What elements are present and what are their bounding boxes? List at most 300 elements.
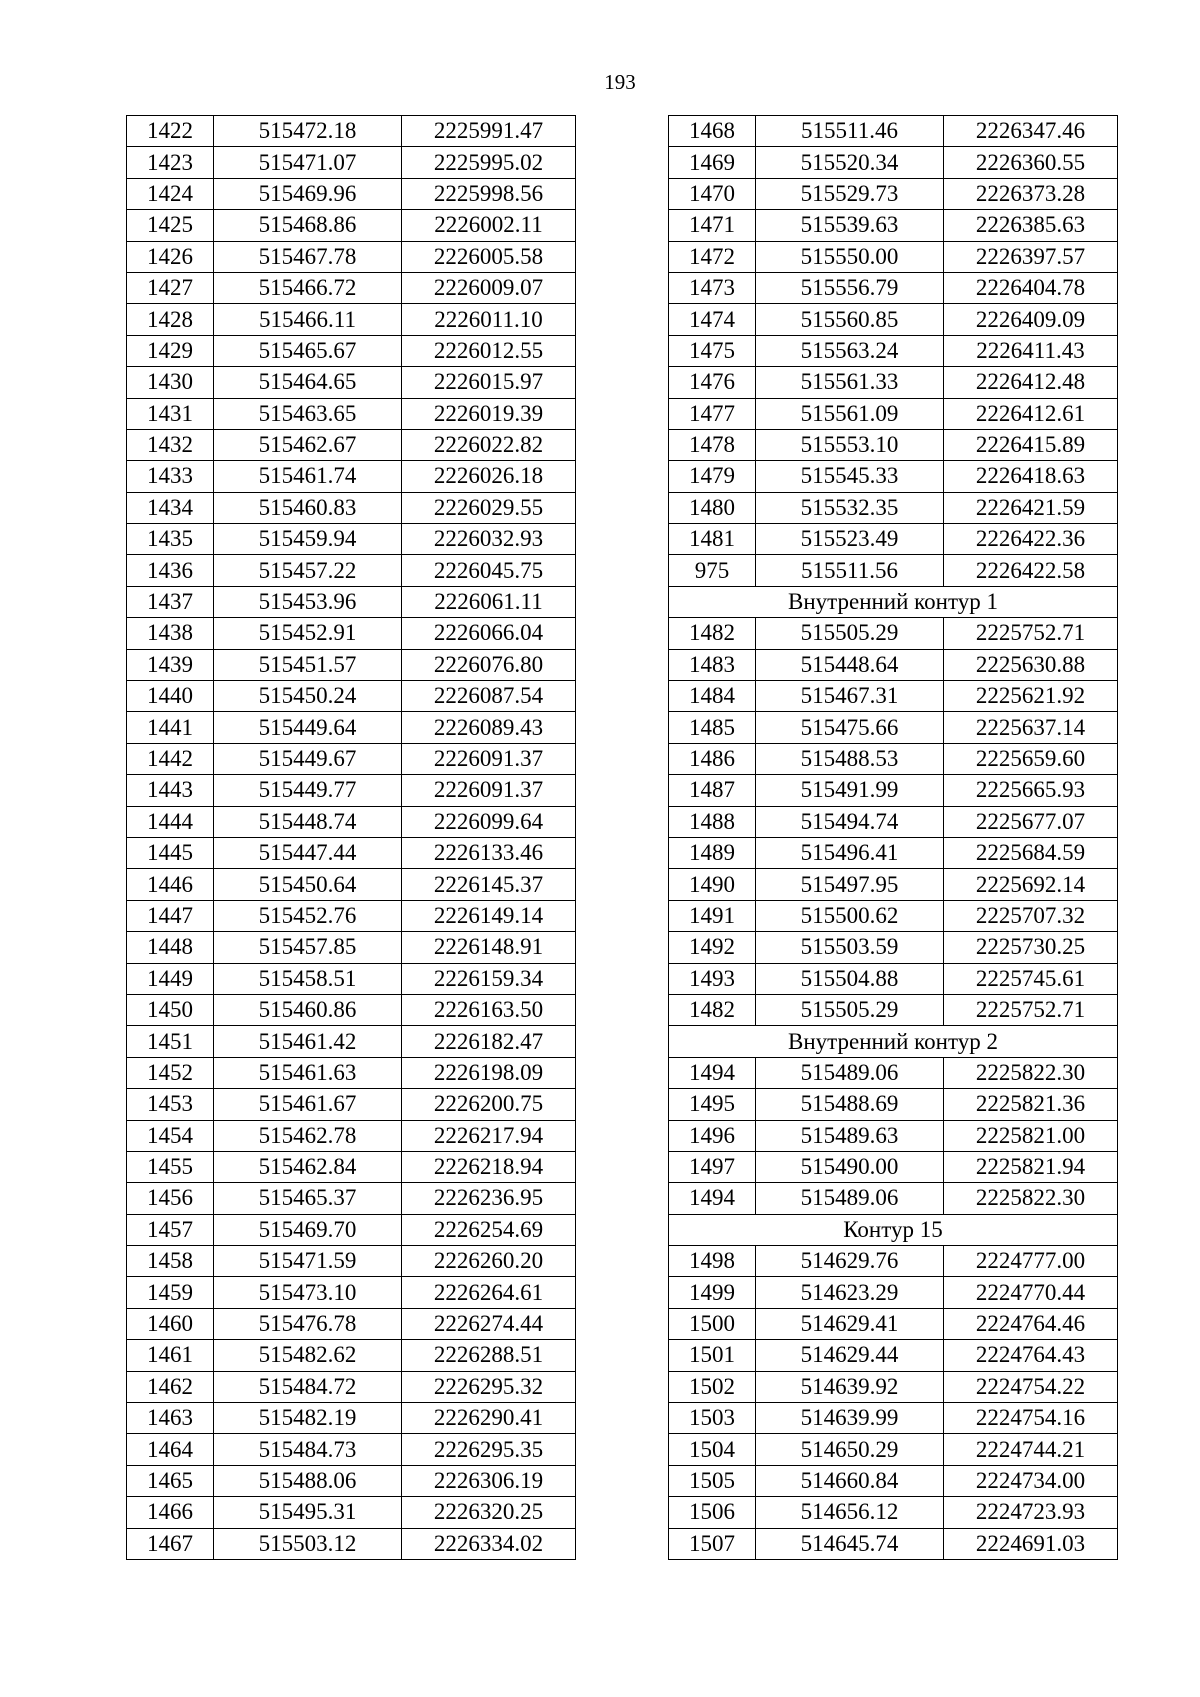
point-number-cell: 1447 <box>127 900 214 931</box>
x-coordinate-cell: 515449.77 <box>214 775 402 806</box>
y-coordinate-cell: 2226334.02 <box>402 1528 576 1559</box>
x-coordinate-cell: 515491.99 <box>756 775 944 806</box>
y-coordinate-cell: 2226418.63 <box>944 461 1118 492</box>
table-row <box>127 1026 576 1057</box>
point-number-cell: 1476 <box>669 367 756 398</box>
point-number-cell: 1486 <box>669 743 756 774</box>
y-coordinate-cell: 2225745.61 <box>944 963 1118 994</box>
y-coordinate-cell: 2225707.32 <box>944 900 1118 931</box>
x-coordinate-cell: 514639.92 <box>756 1371 944 1402</box>
x-coordinate-cell: 515447.44 <box>214 837 402 868</box>
x-coordinate-cell: 515462.78 <box>214 1120 402 1151</box>
table-row <box>127 618 576 649</box>
x-coordinate-cell: 515452.76 <box>214 900 402 931</box>
table-row <box>127 367 576 398</box>
table-row <box>127 555 576 586</box>
point-number-cell: 1492 <box>669 932 756 963</box>
y-coordinate-cell: 2225998.56 <box>402 178 576 209</box>
x-coordinate-cell: 515482.19 <box>214 1403 402 1434</box>
y-coordinate-cell: 2226066.04 <box>402 618 576 649</box>
x-coordinate-cell: 515457.22 <box>214 555 402 586</box>
table-row <box>669 932 1118 963</box>
y-coordinate-cell: 2226373.28 <box>944 178 1118 209</box>
point-number-cell: 1506 <box>669 1497 756 1528</box>
y-coordinate-cell: 2226159.34 <box>402 963 576 994</box>
table-row <box>669 367 1118 398</box>
y-coordinate-cell: 2226076.80 <box>402 649 576 680</box>
point-number-cell: 1449 <box>127 963 214 994</box>
y-coordinate-cell: 2224734.00 <box>944 1465 1118 1496</box>
y-coordinate-cell: 2226217.94 <box>402 1120 576 1151</box>
point-number-cell: 1456 <box>127 1183 214 1214</box>
y-coordinate-cell: 2226089.43 <box>402 712 576 743</box>
y-coordinate-cell: 2226061.11 <box>402 586 576 617</box>
point-number-cell: 1434 <box>127 492 214 523</box>
point-number-cell: 1459 <box>127 1277 214 1308</box>
x-coordinate-cell: 515471.07 <box>214 147 402 178</box>
point-number-cell: 1494 <box>669 1057 756 1088</box>
y-coordinate-cell: 2226045.75 <box>402 555 576 586</box>
table-row <box>669 1403 1118 1434</box>
point-number-cell: 1445 <box>127 837 214 868</box>
y-coordinate-cell: 2225752.71 <box>944 618 1118 649</box>
point-number-cell: 1493 <box>669 963 756 994</box>
x-coordinate-cell: 514639.99 <box>756 1403 944 1434</box>
table-row <box>127 429 576 460</box>
point-number-cell: 1430 <box>127 367 214 398</box>
point-number-cell: 1426 <box>127 241 214 272</box>
table-row <box>669 618 1118 649</box>
point-number-cell: 1431 <box>127 398 214 429</box>
table-row <box>669 1371 1118 1402</box>
point-number-cell: 1424 <box>127 178 214 209</box>
table-row <box>669 994 1118 1025</box>
table-row <box>127 1528 576 1559</box>
point-number-cell: 1427 <box>127 272 214 303</box>
x-coordinate-cell: 514623.29 <box>756 1277 944 1308</box>
y-coordinate-cell: 2226236.95 <box>402 1183 576 1214</box>
point-number-cell: 1448 <box>127 932 214 963</box>
table-row <box>669 1277 1118 1308</box>
point-number-cell: 1487 <box>669 775 756 806</box>
y-coordinate-cell: 2225637.14 <box>944 712 1118 743</box>
y-coordinate-cell: 2225677.07 <box>944 806 1118 837</box>
x-coordinate-cell: 515461.63 <box>214 1057 402 1088</box>
table-row <box>669 304 1118 335</box>
point-number-cell: 1489 <box>669 837 756 868</box>
x-coordinate-cell: 515459.94 <box>214 524 402 555</box>
x-coordinate-cell: 515469.70 <box>214 1214 402 1245</box>
x-coordinate-cell: 515482.62 <box>214 1340 402 1371</box>
x-coordinate-cell: 515560.85 <box>756 304 944 335</box>
point-number-cell: 1504 <box>669 1434 756 1465</box>
y-coordinate-cell: 2226412.48 <box>944 367 1118 398</box>
x-coordinate-cell: 515463.65 <box>214 398 402 429</box>
table-row <box>669 272 1118 303</box>
point-number-cell: 1461 <box>127 1340 214 1371</box>
y-coordinate-cell: 2225821.94 <box>944 1151 1118 1182</box>
y-coordinate-cell: 2226087.54 <box>402 681 576 712</box>
x-coordinate-cell: 515451.57 <box>214 649 402 680</box>
table-row <box>127 932 576 963</box>
page-number: 193 <box>604 70 636 94</box>
y-coordinate-cell: 2226002.11 <box>402 210 576 241</box>
point-number-cell: 1428 <box>127 304 214 335</box>
table-row <box>669 1183 1118 1214</box>
table-row <box>669 1434 1118 1465</box>
table-row <box>669 712 1118 743</box>
table-row <box>669 241 1118 272</box>
table-row <box>127 1434 576 1465</box>
y-coordinate-cell: 2226012.55 <box>402 335 576 366</box>
y-coordinate-cell: 2226009.07 <box>402 272 576 303</box>
x-coordinate-cell: 515489.06 <box>756 1183 944 1214</box>
y-coordinate-cell: 2226290.41 <box>402 1403 576 1434</box>
table-row <box>127 1057 576 1088</box>
y-coordinate-cell: 2225821.00 <box>944 1120 1118 1151</box>
y-coordinate-cell: 2226200.75 <box>402 1089 576 1120</box>
point-number-cell: 1454 <box>127 1120 214 1151</box>
contour-header-cell: Внутренний контур 1 <box>669 586 1118 617</box>
y-coordinate-cell: 2226022.82 <box>402 429 576 460</box>
x-coordinate-cell: 515465.67 <box>214 335 402 366</box>
y-coordinate-cell: 2225822.30 <box>944 1183 1118 1214</box>
table-row <box>127 335 576 366</box>
point-number-cell: 1425 <box>127 210 214 241</box>
table-row <box>127 1403 576 1434</box>
y-coordinate-cell: 2226091.37 <box>402 743 576 774</box>
table-row <box>127 712 576 743</box>
x-coordinate-cell: 515450.24 <box>214 681 402 712</box>
table-row <box>127 1120 576 1151</box>
x-coordinate-cell: 515511.56 <box>756 555 944 586</box>
table-row <box>669 116 1118 147</box>
point-number-cell: 1444 <box>127 806 214 837</box>
x-coordinate-cell: 514629.41 <box>756 1308 944 1339</box>
y-coordinate-cell: 2224754.22 <box>944 1371 1118 1402</box>
table-row <box>669 649 1118 680</box>
point-number-cell: 1478 <box>669 429 756 460</box>
table-row <box>127 1308 576 1339</box>
table-row <box>127 1340 576 1371</box>
table-row <box>669 524 1118 555</box>
x-coordinate-cell: 515465.37 <box>214 1183 402 1214</box>
table-row <box>127 398 576 429</box>
table-row <box>127 492 576 523</box>
table-row <box>669 963 1118 994</box>
y-coordinate-cell: 2226411.43 <box>944 335 1118 366</box>
point-number-cell: 1500 <box>669 1308 756 1339</box>
y-coordinate-cell: 2226026.18 <box>402 461 576 492</box>
y-coordinate-cell: 2225659.60 <box>944 743 1118 774</box>
table-row <box>127 461 576 492</box>
point-number-cell: 1494 <box>669 1183 756 1214</box>
x-coordinate-cell: 515488.53 <box>756 743 944 774</box>
table-row <box>669 837 1118 868</box>
x-coordinate-cell: 515475.66 <box>756 712 944 743</box>
table-row <box>669 681 1118 712</box>
table-row <box>669 1120 1118 1151</box>
x-coordinate-cell: 515461.67 <box>214 1089 402 1120</box>
point-number-cell: 1479 <box>669 461 756 492</box>
x-coordinate-cell: 515505.29 <box>756 618 944 649</box>
point-number-cell: 1462 <box>127 1371 214 1402</box>
table-row <box>127 147 576 178</box>
x-coordinate-cell: 515500.62 <box>756 900 944 931</box>
point-number-cell: 1436 <box>127 555 214 586</box>
point-number-cell: 1507 <box>669 1528 756 1559</box>
table-row <box>669 1497 1118 1528</box>
point-number-cell: 1473 <box>669 272 756 303</box>
y-coordinate-cell: 2226015.97 <box>402 367 576 398</box>
y-coordinate-cell: 2224744.21 <box>944 1434 1118 1465</box>
y-coordinate-cell: 2226163.50 <box>402 994 576 1025</box>
point-number-cell: 1482 <box>669 618 756 649</box>
y-coordinate-cell: 2226320.25 <box>402 1497 576 1528</box>
table-row <box>669 1057 1118 1088</box>
table-row <box>669 555 1118 586</box>
table-row <box>127 304 576 335</box>
table-row <box>127 272 576 303</box>
x-coordinate-cell: 515467.31 <box>756 681 944 712</box>
table-row <box>127 806 576 837</box>
point-number-cell: 1474 <box>669 304 756 335</box>
y-coordinate-cell: 2224777.00 <box>944 1246 1118 1277</box>
table-row <box>127 524 576 555</box>
point-number-cell: 1446 <box>127 869 214 900</box>
y-coordinate-cell: 2226360.55 <box>944 147 1118 178</box>
y-coordinate-cell: 2226148.91 <box>402 932 576 963</box>
point-number-cell: 1450 <box>127 994 214 1025</box>
point-number-cell: 1491 <box>669 900 756 931</box>
x-coordinate-cell: 515490.00 <box>756 1151 944 1182</box>
point-number-cell: 1497 <box>669 1151 756 1182</box>
contour-header-row <box>669 586 1118 617</box>
x-coordinate-cell: 515448.74 <box>214 806 402 837</box>
y-coordinate-cell: 2225730.25 <box>944 932 1118 963</box>
table-row <box>669 743 1118 774</box>
y-coordinate-cell: 2226029.55 <box>402 492 576 523</box>
y-coordinate-cell: 2226409.09 <box>944 304 1118 335</box>
point-number-cell: 1481 <box>669 524 756 555</box>
table-row <box>127 586 576 617</box>
point-number-cell: 1484 <box>669 681 756 712</box>
point-number-cell: 1503 <box>669 1403 756 1434</box>
point-number-cell: 1468 <box>669 116 756 147</box>
coordinates-table-right-body <box>669 116 1118 1560</box>
x-coordinate-cell: 515520.34 <box>756 147 944 178</box>
x-coordinate-cell: 515473.10 <box>214 1277 402 1308</box>
y-coordinate-cell: 2226422.58 <box>944 555 1118 586</box>
y-coordinate-cell: 2225822.30 <box>944 1057 1118 1088</box>
x-coordinate-cell: 515563.24 <box>756 335 944 366</box>
y-coordinate-cell: 2226032.93 <box>402 524 576 555</box>
table-row <box>127 963 576 994</box>
x-coordinate-cell: 515489.06 <box>756 1057 944 1088</box>
y-coordinate-cell: 2226182.47 <box>402 1026 576 1057</box>
y-coordinate-cell: 2225692.14 <box>944 869 1118 900</box>
table-row <box>669 1151 1118 1182</box>
point-number-cell: 1499 <box>669 1277 756 1308</box>
table-row <box>127 869 576 900</box>
x-coordinate-cell: 515469.96 <box>214 178 402 209</box>
table-row <box>669 461 1118 492</box>
point-number-cell: 1443 <box>127 775 214 806</box>
table-row <box>127 1497 576 1528</box>
x-coordinate-cell: 515458.51 <box>214 963 402 994</box>
contour-header-row <box>669 1214 1118 1245</box>
table-row <box>669 900 1118 931</box>
point-number-cell: 1472 <box>669 241 756 272</box>
x-coordinate-cell: 514629.44 <box>756 1340 944 1371</box>
point-number-cell: 1433 <box>127 461 214 492</box>
point-number-cell: 1455 <box>127 1151 214 1182</box>
x-coordinate-cell: 515561.33 <box>756 367 944 398</box>
table-row <box>127 1183 576 1214</box>
point-number-cell: 1475 <box>669 335 756 366</box>
point-number-cell: 1485 <box>669 712 756 743</box>
y-coordinate-cell: 2224723.93 <box>944 1497 1118 1528</box>
x-coordinate-cell: 515460.83 <box>214 492 402 523</box>
table-row <box>127 743 576 774</box>
x-coordinate-cell: 515464.65 <box>214 367 402 398</box>
y-coordinate-cell: 2226288.51 <box>402 1340 576 1371</box>
x-coordinate-cell: 515494.74 <box>756 806 944 837</box>
point-number-cell: 1466 <box>127 1497 214 1528</box>
y-coordinate-cell: 2226385.63 <box>944 210 1118 241</box>
x-coordinate-cell: 515553.10 <box>756 429 944 460</box>
point-number-cell: 1469 <box>669 147 756 178</box>
x-coordinate-cell: 514660.84 <box>756 1465 944 1496</box>
point-number-cell: 1458 <box>127 1246 214 1277</box>
table-row <box>127 1277 576 1308</box>
x-coordinate-cell: 515539.63 <box>756 210 944 241</box>
x-coordinate-cell: 515453.96 <box>214 586 402 617</box>
x-coordinate-cell: 515452.91 <box>214 618 402 649</box>
point-number-cell: 1467 <box>127 1528 214 1559</box>
point-number-cell: 1488 <box>669 806 756 837</box>
x-coordinate-cell: 515495.31 <box>214 1497 402 1528</box>
y-coordinate-cell: 2226422.36 <box>944 524 1118 555</box>
point-number-cell: 1470 <box>669 178 756 209</box>
x-coordinate-cell: 515503.12 <box>214 1528 402 1559</box>
table-row <box>669 775 1118 806</box>
point-number-cell: 1441 <box>127 712 214 743</box>
y-coordinate-cell: 2226019.39 <box>402 398 576 429</box>
y-coordinate-cell: 2225821.36 <box>944 1089 1118 1120</box>
point-number-cell: 1471 <box>669 210 756 241</box>
y-coordinate-cell: 2226306.19 <box>402 1465 576 1496</box>
point-number-cell: 1429 <box>127 335 214 366</box>
table-row <box>127 1089 576 1120</box>
y-coordinate-cell: 2226091.37 <box>402 775 576 806</box>
x-coordinate-cell: 515461.42 <box>214 1026 402 1057</box>
y-coordinate-cell: 2226149.14 <box>402 900 576 931</box>
y-coordinate-cell: 2226397.57 <box>944 241 1118 272</box>
x-coordinate-cell: 515505.29 <box>756 994 944 1025</box>
y-coordinate-cell: 2226421.59 <box>944 492 1118 523</box>
point-number-cell: 1422 <box>127 116 214 147</box>
y-coordinate-cell: 2226218.94 <box>402 1151 576 1182</box>
point-number-cell: 1437 <box>127 586 214 617</box>
y-coordinate-cell: 2225665.93 <box>944 775 1118 806</box>
coordinates-table-right <box>668 115 1118 1560</box>
point-number-cell: 1452 <box>127 1057 214 1088</box>
x-coordinate-cell: 515450.64 <box>214 869 402 900</box>
y-coordinate-cell: 2226133.46 <box>402 837 576 868</box>
x-coordinate-cell: 515488.69 <box>756 1089 944 1120</box>
x-coordinate-cell: 514656.12 <box>756 1497 944 1528</box>
contour-header-cell: Контур 15 <box>669 1214 1118 1245</box>
point-number-cell: 1435 <box>127 524 214 555</box>
table-row <box>127 1371 576 1402</box>
x-coordinate-cell: 515503.59 <box>756 932 944 963</box>
table-row <box>669 335 1118 366</box>
table-row <box>669 1465 1118 1496</box>
contour-header-row <box>669 1026 1118 1057</box>
point-number-cell: 1439 <box>127 649 214 680</box>
x-coordinate-cell: 515468.86 <box>214 210 402 241</box>
table-row <box>669 1246 1118 1277</box>
table-row <box>127 994 576 1025</box>
x-coordinate-cell: 515460.86 <box>214 994 402 1025</box>
point-number-cell: 1442 <box>127 743 214 774</box>
x-coordinate-cell: 515457.85 <box>214 932 402 963</box>
y-coordinate-cell: 2226274.44 <box>402 1308 576 1339</box>
y-coordinate-cell: 2225630.88 <box>944 649 1118 680</box>
table-row <box>669 1340 1118 1371</box>
table-row <box>669 210 1118 241</box>
y-coordinate-cell: 2224764.43 <box>944 1340 1118 1371</box>
table-row <box>127 1465 576 1496</box>
y-coordinate-cell: 2225621.92 <box>944 681 1118 712</box>
x-coordinate-cell: 515556.79 <box>756 272 944 303</box>
y-coordinate-cell: 2226099.64 <box>402 806 576 837</box>
x-coordinate-cell: 515476.78 <box>214 1308 402 1339</box>
table-row <box>669 178 1118 209</box>
point-number-cell: 1480 <box>669 492 756 523</box>
table-row <box>669 492 1118 523</box>
x-coordinate-cell: 514645.74 <box>756 1528 944 1559</box>
table-row <box>127 116 576 147</box>
y-coordinate-cell: 2225752.71 <box>944 994 1118 1025</box>
x-coordinate-cell: 515529.73 <box>756 178 944 209</box>
y-coordinate-cell: 2224691.03 <box>944 1528 1118 1559</box>
point-number-cell: 1498 <box>669 1246 756 1277</box>
point-number-cell: 1483 <box>669 649 756 680</box>
table-row <box>669 869 1118 900</box>
y-coordinate-cell: 2226295.32 <box>402 1371 576 1402</box>
y-coordinate-cell: 2226415.89 <box>944 429 1118 460</box>
x-coordinate-cell: 515462.84 <box>214 1151 402 1182</box>
y-coordinate-cell: 2226404.78 <box>944 272 1118 303</box>
coordinates-table-left <box>126 115 576 1560</box>
point-number-cell: 1496 <box>669 1120 756 1151</box>
table-row <box>127 837 576 868</box>
table-row <box>127 241 576 272</box>
table-row <box>127 1151 576 1182</box>
point-number-cell: 1465 <box>127 1465 214 1496</box>
point-number-cell: 1505 <box>669 1465 756 1496</box>
y-coordinate-cell: 2226264.61 <box>402 1277 576 1308</box>
x-coordinate-cell: 514629.76 <box>756 1246 944 1277</box>
table-row <box>669 1089 1118 1120</box>
y-coordinate-cell: 2226005.58 <box>402 241 576 272</box>
x-coordinate-cell: 515484.72 <box>214 1371 402 1402</box>
x-coordinate-cell: 515497.95 <box>756 869 944 900</box>
y-coordinate-cell: 2225684.59 <box>944 837 1118 868</box>
y-coordinate-cell: 2224764.46 <box>944 1308 1118 1339</box>
